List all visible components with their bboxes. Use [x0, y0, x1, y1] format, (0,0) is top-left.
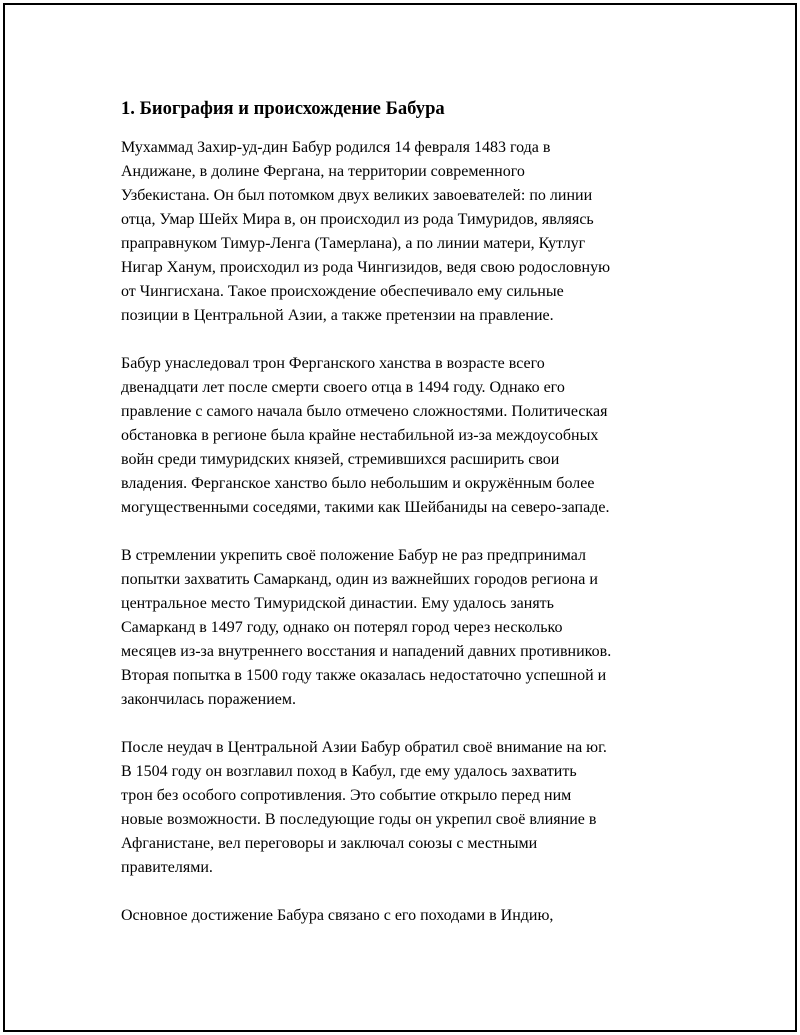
text-line: трон без особого сопротивления. Это событие открыло перед ним — [121, 787, 572, 804]
paragraph-5 — [121, 904, 701, 928]
paragraph-3 — [121, 544, 701, 712]
text-line: новые возможности. В последующие годы он укрепил своё влияние в — [121, 811, 597, 828]
text-line: могущественными соседями, такими как Шейбаниды на северо-западе. — [121, 499, 610, 516]
text-line: двенадцати лет после смерти своего отца в 1494 году. Однако его — [121, 379, 565, 396]
text-line: После неудач в Центральной Азии Бабур обратил своё внимание на юг. — [121, 739, 607, 756]
text-line: Нигар Ханум, происходил из рода Чингизидов, ведя свою родословную — [121, 259, 611, 276]
text-line: центральное место Тимуридской династии. Ему удалось занять — [121, 595, 554, 612]
text-line: закончилась поражением. — [121, 691, 296, 708]
section-heading: 1. Биография и происхождение Бабура — [121, 98, 445, 119]
text-line: правителями. — [121, 859, 213, 876]
text-line: Самарканд в 1497 году, однако он потерял город через несколько — [121, 619, 563, 636]
text-line: отца, Умар Шейх Мира в, он происходил из рода Тимуридов, являясь — [121, 211, 594, 228]
paragraph-2 — [121, 352, 701, 520]
text-line: Мухаммад Захир-уд-дин Бабур родился 14 февраля 1483 года в — [121, 139, 551, 156]
text-line: владения. Ферганское ханство было небольшим и окружённым более — [121, 475, 595, 492]
page-frame — [3, 3, 797, 1032]
text-line: позиции в Центральной Азии, а также претензии на правление. — [121, 307, 554, 324]
text-line: от Чингисхана. Такое происхождение обеспечивало ему сильные — [121, 283, 564, 300]
text-line: Афганистане, вел переговоры и заключал союзы с местными — [121, 835, 538, 852]
text-line: войн среди тимуридских князей, стремившихся расширить свои — [121, 451, 560, 468]
text-line: В стремлении укрепить своё положение Бабур не раз предпринимал — [121, 547, 586, 564]
text-line: обстановка в регионе была крайне нестабильной из-за междоусобных — [121, 427, 599, 444]
text-line: месяцев из-за внутреннего восстания и нападений давних противников. — [121, 643, 612, 660]
text-line: праправнуком Тимур-Ленга (Тамерлана), а по линии матери, Кутлуг — [121, 235, 586, 252]
text-line: Основное достижение Бабура связано с его походами в Индию, — [121, 907, 554, 924]
text-line: В 1504 году он возглавил поход в Кабул, где ему удалось захватить — [121, 763, 577, 780]
paragraph-4 — [121, 736, 701, 880]
text-line: Узбекистана. Он был потомком двух великих завоевателей: по линии — [121, 187, 593, 204]
text-line: попытки захватить Самарканд, один из важнейших городов региона и — [121, 571, 598, 588]
paragraph-1 — [121, 136, 701, 328]
text-line: правление с самого начала было отмечено сложностями. Политическая — [121, 403, 608, 420]
text-line: Бабур унаследовал трон Ферганского ханства в возрасте всего — [121, 355, 545, 372]
text-line: Андижане, в долине Фергана, на территории современного — [121, 163, 525, 180]
text-line: Вторая попытка в 1500 году также оказалась недостаточно успешной и — [121, 667, 607, 684]
document-body — [121, 97, 701, 952]
